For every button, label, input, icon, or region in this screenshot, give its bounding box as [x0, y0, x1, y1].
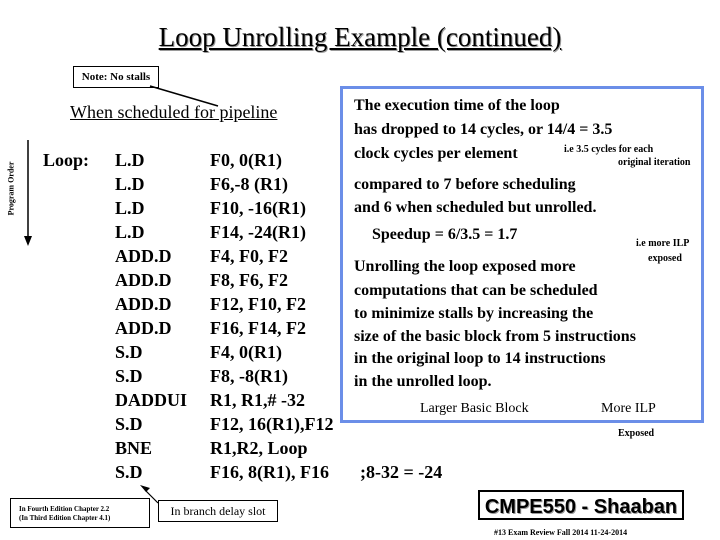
operands: F12, 16(R1),F12 — [210, 414, 334, 434]
box-line-2: has dropped to 14 cycles, or 14/4 = 3.5 — [354, 121, 613, 138]
ie-cycles-note-2: original iteration — [618, 157, 691, 168]
textbook-ref-3rd: (In Third Edition Chapter 4.1) — [19, 514, 111, 522]
operands: R1,R2, Loop — [210, 438, 308, 458]
more-ilp: More ILP — [601, 401, 656, 416]
operand-column — [210, 148, 333, 484]
operands: F16, F14, F2 — [210, 318, 306, 338]
box-para-1: Unrolling the loop exposed more — [354, 258, 576, 275]
opcode: L.D — [115, 150, 145, 170]
opcode: ADD.D — [115, 270, 172, 290]
ie-ilp-note-2: exposed — [648, 253, 682, 264]
box-line-4: compared to 7 before scheduling — [354, 176, 576, 193]
box-para-3: to minimize stalls by increasing the — [354, 305, 594, 322]
box-para-5: in the original loop to 14 instructions — [354, 350, 606, 367]
textbook-reference — [10, 498, 150, 528]
opcode: BNE — [115, 438, 153, 458]
box-line-5: and 6 when scheduled but unrolled. — [354, 199, 597, 216]
exam-footer: #13 Exam Review Fall 2014 11-24-2014 — [494, 528, 628, 537]
opcode: DADDUI — [115, 390, 187, 410]
course-badge: CMPE550 - Shaaban — [478, 490, 684, 520]
operands: F8, -8(R1) — [210, 366, 288, 386]
opcode: ADD.D — [115, 294, 172, 314]
box-para-2: computations that can be scheduled — [354, 282, 598, 299]
ie-ilp-note: i.e more ILP — [636, 238, 690, 249]
opcode: ADD.D — [115, 246, 172, 266]
operands: F4, F0, F2 — [210, 246, 288, 266]
program-order-label: Program Order — [6, 161, 16, 216]
operands: F16, 8(R1), F16 — [210, 462, 329, 482]
textbook-ref-4th: In Fourth Edition Chapter 2.2 — [19, 505, 110, 513]
larger-basic-block: Larger Basic Block — [420, 401, 529, 416]
box-line-3: clock cycles per element — [354, 145, 518, 162]
operands: F10, -16(R1) — [210, 198, 306, 218]
scheduled-label: When scheduled for pipeline — [70, 102, 278, 122]
speedup-line: Speedup = 6/3.5 = 1.7 — [372, 226, 518, 243]
opcode-column — [115, 148, 187, 484]
branch-delay-slot-label: In branch delay slot — [158, 500, 278, 522]
operands: F12, F10, F2 — [210, 294, 306, 314]
box-line-1: The execution time of the loop — [354, 97, 560, 114]
opcode: L.D — [115, 222, 145, 242]
opcode: S.D — [115, 414, 143, 434]
operands: R1, R1,# -32 — [210, 390, 305, 410]
note-box: Note: No stalls — [73, 66, 159, 88]
operands: F0, 0(R1) — [210, 150, 282, 170]
exposed-label: Exposed — [618, 428, 655, 439]
opcode: S.D — [115, 366, 143, 386]
calc-note: ;8-32 = -24 — [360, 462, 443, 482]
box-para-6: in the unrolled loop. — [354, 373, 492, 390]
box-para-4: size of the basic block from 5 instructions — [354, 328, 636, 345]
operands: F14, -24(R1) — [210, 222, 306, 242]
operands: F8, F6, F2 — [210, 270, 288, 290]
opcode: S.D — [115, 342, 143, 362]
slide-title: Loop Unrolling Example (continued) — [158, 22, 562, 52]
operands: F6,-8 (R1) — [210, 174, 288, 194]
opcode: L.D — [115, 198, 145, 218]
ie-cycles-note: i.e 3.5 cycles for each — [564, 144, 654, 155]
loop-label: Loop: — [43, 150, 90, 170]
opcode: L.D — [115, 174, 145, 194]
operands: F4, 0(R1) — [210, 342, 282, 362]
opcode: ADD.D — [115, 318, 172, 338]
opcode: S.D — [115, 462, 143, 482]
